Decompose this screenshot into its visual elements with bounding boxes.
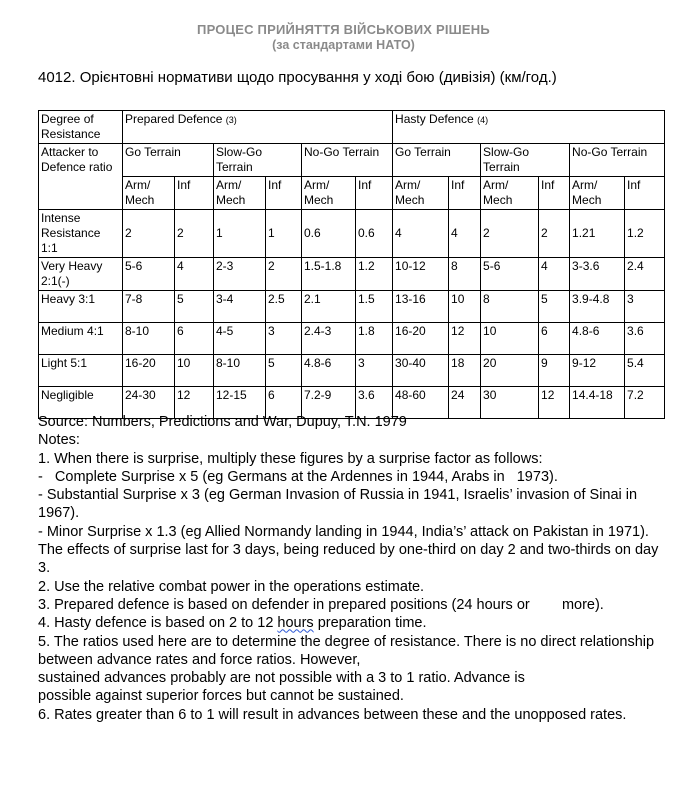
table-cell: 2.5 — [266, 291, 302, 323]
terrain-header: No-Go Terrain — [302, 144, 393, 177]
table-cell: 1.5 — [356, 291, 393, 323]
row-label: Negligible — [39, 387, 123, 419]
table-cell: 3.6 — [625, 323, 665, 355]
table-cell: 2.1 — [302, 291, 356, 323]
table-cell: 18 — [449, 355, 481, 387]
note-5-line-3: possible against superior forces but cannot be sustained. — [38, 688, 404, 705]
table-cell: 0.6 — [356, 210, 393, 258]
row-label: Heavy 3:1 — [39, 291, 123, 323]
table-cell: 1.2 — [356, 258, 393, 291]
terrain-header: Slow-Go Terrain — [481, 144, 570, 177]
notes-label: Notes: — [38, 432, 80, 449]
table-cell: 1.21 — [570, 210, 625, 258]
table-cell: 48-60 — [393, 387, 449, 419]
table-cell: 6 — [539, 323, 570, 355]
table-cell: 3-3.6 — [570, 258, 625, 291]
table-cell: 12 — [449, 323, 481, 355]
prepared-defence-note: (3) — [225, 115, 237, 125]
table-cell: 9 — [539, 355, 570, 387]
table-cell: 1.2 — [625, 210, 665, 258]
unit-header-arm-mech: Arm/ Mech — [393, 177, 449, 210]
table-row — [39, 323, 665, 355]
table-cell: 4-5 — [214, 323, 266, 355]
note-4 — [38, 614, 663, 632]
note-4-spellcheck-word: hours — [277, 615, 314, 632]
table-row — [39, 291, 665, 323]
table-cell: 1.8 — [356, 323, 393, 355]
unit-header-arm-mech: Arm/ Mech — [123, 177, 175, 210]
table-cell: 5-6 — [123, 258, 175, 291]
hasty-defence-note: (4) — [477, 115, 489, 125]
unit-header-inf: Inf — [266, 177, 302, 210]
table-cell: 2 — [123, 210, 175, 258]
table-cell: 8 — [481, 291, 539, 323]
note-3: 3. Prepared defence is based on defender in prepared positions (24 hours or more). — [38, 596, 604, 613]
table-cell: 6 — [266, 387, 302, 419]
table-row — [39, 210, 665, 258]
hasty-defence-label: Hasty Defence — [395, 112, 474, 126]
unit-header-arm-mech: Arm/ Mech — [302, 177, 356, 210]
row-label: Very Heavy 2:1(-) — [39, 258, 123, 291]
table-cell: 16-20 — [123, 355, 175, 387]
table-row — [39, 355, 665, 387]
terrain-header: Go Terrain — [123, 144, 214, 177]
table-cell: 24 — [449, 387, 481, 419]
terrain-header: Go Terrain — [393, 144, 481, 177]
table-cell: 10 — [481, 323, 539, 355]
terrain-header: Slow-Go Terrain — [214, 144, 302, 177]
table-cell: 8 — [449, 258, 481, 291]
table-cell: 10-12 — [393, 258, 449, 291]
section-heading: 4012. Орієнтовні нормативи щодо просування у ході бою (дивізія) (км/год.) — [38, 69, 557, 86]
table-cell: 3.6 — [356, 387, 393, 419]
unit-header-arm-mech: Arm/ Mech — [214, 177, 266, 210]
note-1: 1. When there is surprise, multiply these figures by a surprise factor as follows: — [38, 450, 543, 467]
unit-header-inf: Inf — [356, 177, 393, 210]
table-cell: 5 — [175, 291, 214, 323]
table-cell: 5-6 — [481, 258, 539, 291]
table-cell: 1 — [214, 210, 266, 258]
notes-section — [38, 413, 663, 724]
unit-header-inf: Inf — [449, 177, 481, 210]
note-1-substantial-surprise: - Substantial Surprise x 3 (eg German Invasion of Russia in 1941, Israelis’ invasion of Sinai in 1967). — [38, 487, 638, 522]
advance-rates-table — [38, 110, 665, 419]
table-cell: 4.8-6 — [570, 323, 625, 355]
table-cell: 9-12 — [570, 355, 625, 387]
unit-header-inf: Inf — [175, 177, 214, 210]
table-cell: 4 — [449, 210, 481, 258]
note-2: 2. Use the relative combat power in the operations estimate. — [38, 578, 425, 595]
table-cell: 2 — [539, 210, 570, 258]
table-cell: 7.2-9 — [302, 387, 356, 419]
table-cell: 30-40 — [393, 355, 449, 387]
table-cell: 14.4-18 — [570, 387, 625, 419]
prepared-defence-label: Prepared Defence — [125, 112, 223, 126]
table-cell: 3 — [266, 323, 302, 355]
table-cell: 3.9-4.8 — [570, 291, 625, 323]
corner-header: Degree of Resistance — [39, 111, 123, 144]
hasty-defence-header — [393, 111, 665, 144]
table-row — [39, 258, 665, 291]
table-cell: 3 — [625, 291, 665, 323]
row-label: Intense Resistance 1:1 — [39, 210, 123, 258]
note-5-line-2: sustained advances probably are not possible with a 3 to 1 ratio. Advance is — [38, 670, 525, 687]
table-cell: 7.2 — [625, 387, 665, 419]
row-label: Medium 4:1 — [39, 323, 123, 355]
table-cell: 1 — [266, 210, 302, 258]
table-cell: 5 — [539, 291, 570, 323]
table-cell: 13-16 — [393, 291, 449, 323]
table-cell: 3-4 — [214, 291, 266, 323]
table-cell: 4 — [393, 210, 449, 258]
unit-header-inf: Inf — [625, 177, 665, 210]
unit-header-arm-mech: Arm/ Mech — [481, 177, 539, 210]
ratio-header: Attacker to Defence ratio — [39, 144, 123, 210]
table-cell: 10 — [175, 355, 214, 387]
table-cell: 2 — [266, 258, 302, 291]
table-cell: 8-10 — [123, 323, 175, 355]
table-cell: 20 — [481, 355, 539, 387]
table-cell: 12 — [175, 387, 214, 419]
table-cell: 10 — [449, 291, 481, 323]
table-cell: 4 — [539, 258, 570, 291]
table-cell: 7-8 — [123, 291, 175, 323]
row-label: Light 5:1 — [39, 355, 123, 387]
table-cell: 12 — [539, 387, 570, 419]
note-4-start: 4. Hasty defence is based on 2 to 12 — [38, 615, 278, 632]
table-cell: 2.4-3 — [302, 323, 356, 355]
table-cell: 5 — [266, 355, 302, 387]
prepared-defence-header — [123, 111, 393, 144]
terrain-header: No-Go Terrain — [570, 144, 665, 177]
note-4-end: preparation time. — [313, 615, 427, 632]
table-cell: 4.8-6 — [302, 355, 356, 387]
table-cell: 2.4 — [625, 258, 665, 291]
table-cell: 2 — [175, 210, 214, 258]
table-cell: 2 — [481, 210, 539, 258]
note-1-minor-surprise: - Minor Surprise x 1.3 (eg Allied Normandy landing in 1944, India’s’ attack on Pakistan in 1971). — [38, 523, 649, 540]
table-cell: 6 — [175, 323, 214, 355]
table-cell: 24-30 — [123, 387, 175, 419]
document-header-subtitle: (за стандартами НАТО) — [272, 38, 415, 52]
source-citation: Source: Numbers, Predictions and War, Dupuy, T.N. 1979 — [38, 414, 407, 430]
table-cell: 1.5-1.8 — [302, 258, 356, 291]
table-cell: 12-15 — [214, 387, 266, 419]
table-cell: 5.4 — [625, 355, 665, 387]
unit-header-inf: Inf — [539, 177, 570, 210]
table-cell: 0.6 — [302, 210, 356, 258]
unit-header-arm-mech: Arm/ Mech — [570, 177, 625, 210]
table-cell: 2-3 — [214, 258, 266, 291]
table-cell: 8-10 — [214, 355, 266, 387]
table-cell: 16-20 — [393, 323, 449, 355]
note-1-complete-surprise: - Complete Surprise x 5 (eg Germans at the Ardennes in 1944, Arabs in 1973). — [38, 468, 558, 485]
note-5: 5. The ratios used here are to determine the degree of resistance. There is no direct relationship between advance rates and force ratios. However, — [38, 633, 655, 668]
document-header-title: ПРОЦЕС ПРИЙНЯТТЯ ВІЙСЬКОВИХ РІШЕНЬ — [197, 22, 490, 37]
note-surprise-effects: The effects of surprise last for 3 days, being reduced by one-third on day 2 and two-thirds on day 3. — [38, 542, 659, 577]
note-6: 6. Rates greater than 6 to 1 will result in advances between these and the unopposed rates. — [38, 706, 627, 723]
table-cell: 30 — [481, 387, 539, 419]
table-cell: 3 — [356, 355, 393, 387]
table-cell: 4 — [175, 258, 214, 291]
